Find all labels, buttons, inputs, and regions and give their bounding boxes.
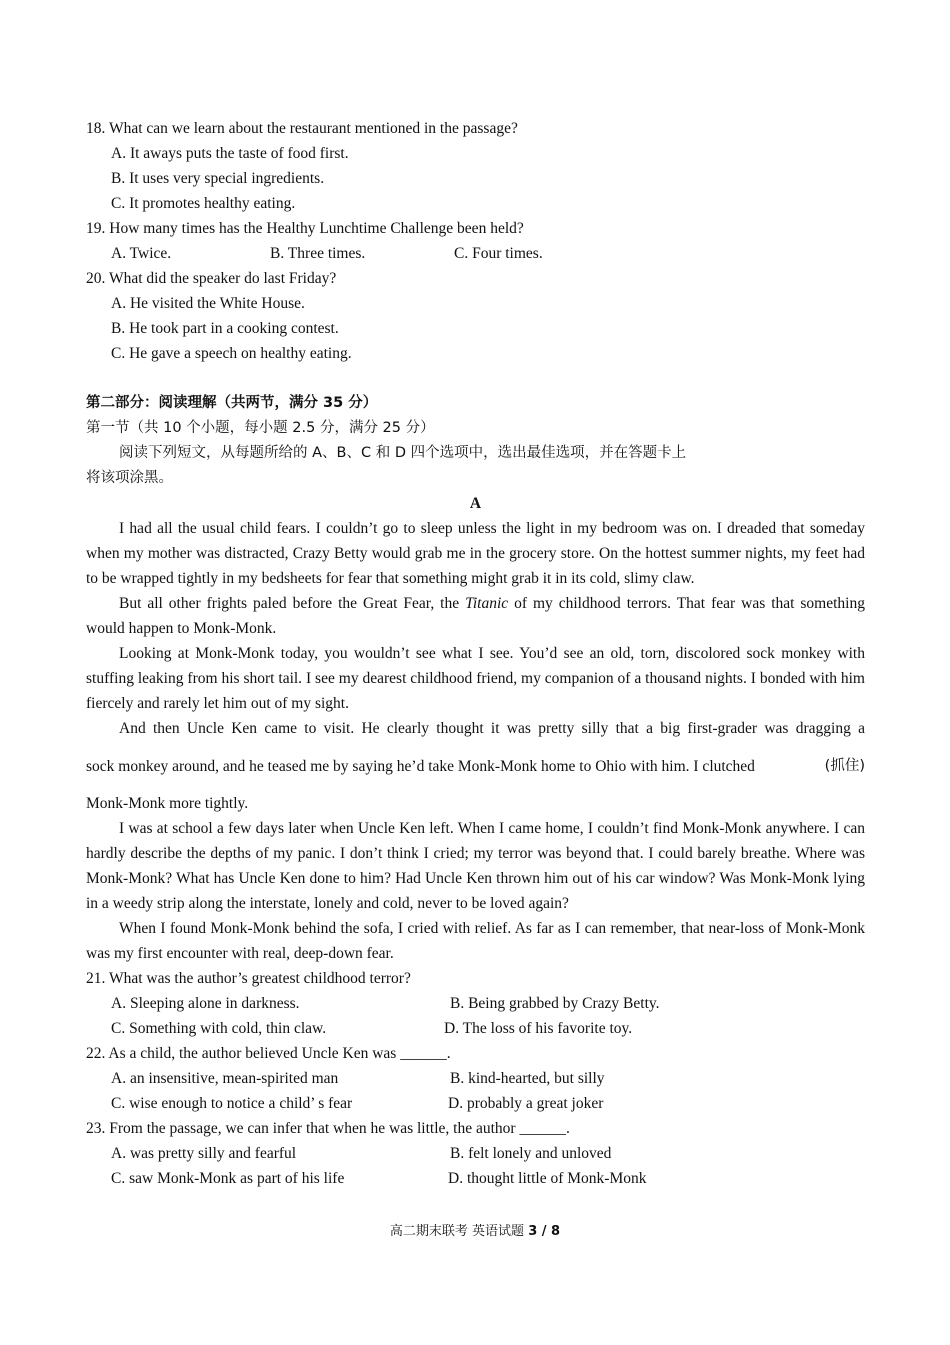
question-23-options-row-1 [86, 1141, 865, 1166]
question-22-stem: 22. As a child, the author believed Uncle Ken was ______. [86, 1045, 451, 1062]
question-18-option-c: C. It promotes healthy eating. [111, 195, 296, 212]
question-23-option-b: B. felt lonely and unloved [450, 1145, 612, 1162]
passage-p2-after: of my childhood terrors. That fear was that something would happen to Monk-Monk. [86, 595, 865, 637]
question-21-option-b: B. Being grabbed by Crazy Betty. [450, 995, 660, 1012]
instruction-line-1: 阅读下列短文，从每题所给的 A、B、C 和 D 四个选项中，选出最佳选项，并在答题卡上 [119, 445, 687, 461]
question-22-option-c: C. wise enough to notice a child’ s fear [111, 1095, 353, 1112]
part2-heading: 第二部分：阅读理解（共两节，满分 35 分） [86, 395, 378, 411]
question-22-options-row-2 [86, 1091, 865, 1116]
question-22-options-row-1 [86, 1066, 865, 1091]
passage-paragraph-1: I had all the usual child fears. I couldn’t go to sleep unless the light in my bedroom was on. I dreaded that someday when my mother was distracted, Crazy Betty would grab me in the grocery store. On the hottest summer nights, my feet had to be wrapped tightly in my bedsheets for fear that something might grab it in its cold, slimy claw. [86, 520, 865, 587]
section1-heading: 第一节（共 10 个小题，每小题 2.5 分，满分 25 分） [86, 420, 435, 436]
question-19-options [86, 241, 865, 266]
question-23-stem: 23. From the passage, we can infer that when he was little, the author ______. [86, 1120, 570, 1137]
question-19-stem: 19. How many times has the Healthy Lunchtime Challenge been held? [86, 220, 524, 237]
passage-label: A [469, 495, 482, 512]
question-19-option-a: A. Twice. [111, 245, 172, 262]
passage-paragraph-4-line-1: And then Uncle Ken came to visit. He clearly thought it was pretty silly that a big first-grader was dragging a [119, 720, 865, 737]
question-22-option-b: B. kind-hearted, but silly [450, 1070, 605, 1087]
footer-label: 高二期末联考 英语试题 [389, 1224, 525, 1239]
question-18-option-b: B. It uses very special ingredients. [111, 170, 325, 187]
passage-p2-italic: Titanic [465, 595, 509, 612]
passage-p4-line2-cn: (抓住) [824, 758, 865, 774]
passage-paragraph-6: When I found Monk-Monk behind the sofa, I cried with relief. As far as I can remember, that near-loss of Monk-Monk was my first encounter with real, deep-down fear. [86, 920, 865, 962]
exam-page [86, 116, 865, 1191]
footer-page-number: 3 / 8 [528, 1224, 561, 1239]
question-21-option-d: D. The loss of his favorite toy. [444, 1020, 633, 1037]
page-footer [0, 1220, 950, 1239]
passage-paragraph-2 [86, 591, 865, 641]
passage-paragraph-4-line-2 [86, 754, 865, 779]
question-22-option-d: D. probably a great joker [448, 1095, 604, 1112]
question-19-option-c: C. Four times. [454, 245, 543, 262]
passage-p4-line2-text: sock monkey around, and he teased me by saying he’d take Monk-Monk home to Ohio with him. I clutched [86, 758, 755, 775]
passage-paragraph-4-line-3: Monk-Monk more tightly. [86, 795, 249, 812]
question-23-option-c: C. saw Monk-Monk as part of his life [111, 1170, 345, 1187]
passage-paragraph-5: I was at school a few days later when Uncle Ken left. When I came home, I couldn’t find Monk-Monk anywhere. I can hardly describe the depths of my panic. I don’t think I cried; my terror was beyond that. I could barely breathe. Where was Monk-Monk? What has Uncle Ken done to him? Had Uncle Ken thrown him out of his car window? Was Monk-Monk lying in a weedy strip along the interstate, lonely and cold, never to be loved again? [86, 820, 865, 912]
question-20-stem: 20. What did the speaker do last Friday? [86, 270, 337, 287]
question-21-options-row-2 [86, 1016, 865, 1041]
question-23-option-d: D. thought little of Monk-Monk [448, 1170, 647, 1187]
question-23-option-a: A. was pretty silly and fearful [111, 1145, 297, 1162]
question-21-stem: 21. What was the author’s greatest childhood terror? [86, 970, 411, 987]
question-18-stem: 18. What can we learn about the restaurant mentioned in the passage? [86, 120, 518, 137]
question-23-options-row-2 [86, 1166, 865, 1191]
question-18-option-a: A. It aways puts the taste of food first. [111, 145, 349, 162]
passage-paragraph-3: Looking at Monk-Monk today, you wouldn’t see what I see. You’d see an old, torn, discolored sock monkey with stuffing leaking from his short tail. I see my dearest childhood friend, my companion of a thousand nights. I bonded with him fiercely and rarely let him out of my sight. [86, 645, 865, 712]
question-21-option-a: A. Sleeping alone in darkness. [111, 995, 300, 1012]
question-20-option-c: C. He gave a speech on healthy eating. [111, 345, 352, 362]
passage-p2-before: But all other frights paled before the Great Fear, the [119, 595, 466, 612]
question-21-options-row-1 [86, 991, 865, 1016]
instruction-line-2: 将该项涂黑。 [86, 470, 173, 486]
question-20-option-a: A. He visited the White House. [111, 295, 305, 312]
question-21-option-c: C. Something with cold, thin claw. [111, 1020, 327, 1037]
question-22-option-a: A. an insensitive, mean-spirited man [111, 1070, 339, 1087]
question-20-option-b: B. He took part in a cooking contest. [111, 320, 339, 337]
question-19-option-b: B. Three times. [270, 245, 366, 262]
